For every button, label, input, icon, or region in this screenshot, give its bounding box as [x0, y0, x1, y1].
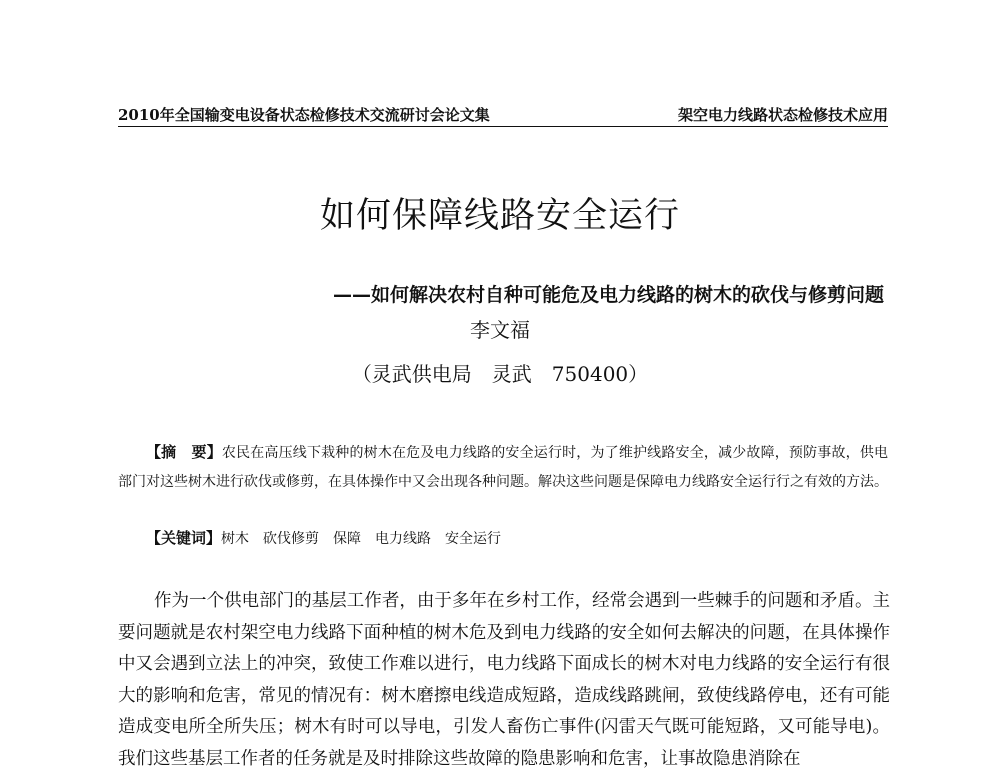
- paper-title: 如何保障线路安全运行: [319, 196, 680, 236]
- abstract-label: 【摘 要】: [146, 443, 222, 461]
- body-paragraph: 作为一个供电部门的基层工作者，由于多年在乡村工作，经常会遇到一些棘手的问题和矛盾。主要问题就是农村架空电力线路下面种植的树木危及到电力线路的安全如何去解决的问题，在具体操作中又会遇到立法上的冲突，致使工作难以进行，电力线路下面成长的树木对电力线路的安全运行有很大的影响和危害，常见的情况有：树木磨擦电线造成短路，造成线路跳闸，致使线路停电，还有可能造成变电所全所失压；树木有时可以导电，引发人畜伤亡事件(闪雷天气既可能短路，又可能导电)。我们这些基层工作者的任务就是及时排除这些故障的隐患影响和危害，让事故隐患消除在: [118, 591, 890, 769]
- keywords: [118, 524, 888, 554]
- abstract: [118, 438, 888, 497]
- running-header: [118, 100, 888, 127]
- keywords-text: 树木 砍伐修剪 保障 电力线路 安全运行: [221, 531, 502, 547]
- author-affiliation: （灵武供电局 灵武 750400）: [351, 362, 649, 386]
- header-proceedings-title: 2010年全国输变电设备状态检修技术交流研讨会论文集: [118, 106, 490, 124]
- keywords-label: 【关键词】: [146, 529, 222, 547]
- abstract-text: 农民在高压线下栽种的树木在危及电力线路的安全运行时，为了维护线路安全，减少故障，预防事故，供电部门对这些树木进行砍伐或修剪，在具体操作中又会出现各种问题。解决这些问题是保障电力线路安全运行行之有效的方法。: [118, 445, 888, 490]
- paper-subtitle: ——如何解决农村自种可能危及电力线路的树木的砍伐与修剪问题: [332, 284, 884, 306]
- author-name: 李文福: [470, 318, 530, 342]
- header-section-title: 架空电力线路状态检修技术应用: [677, 106, 888, 124]
